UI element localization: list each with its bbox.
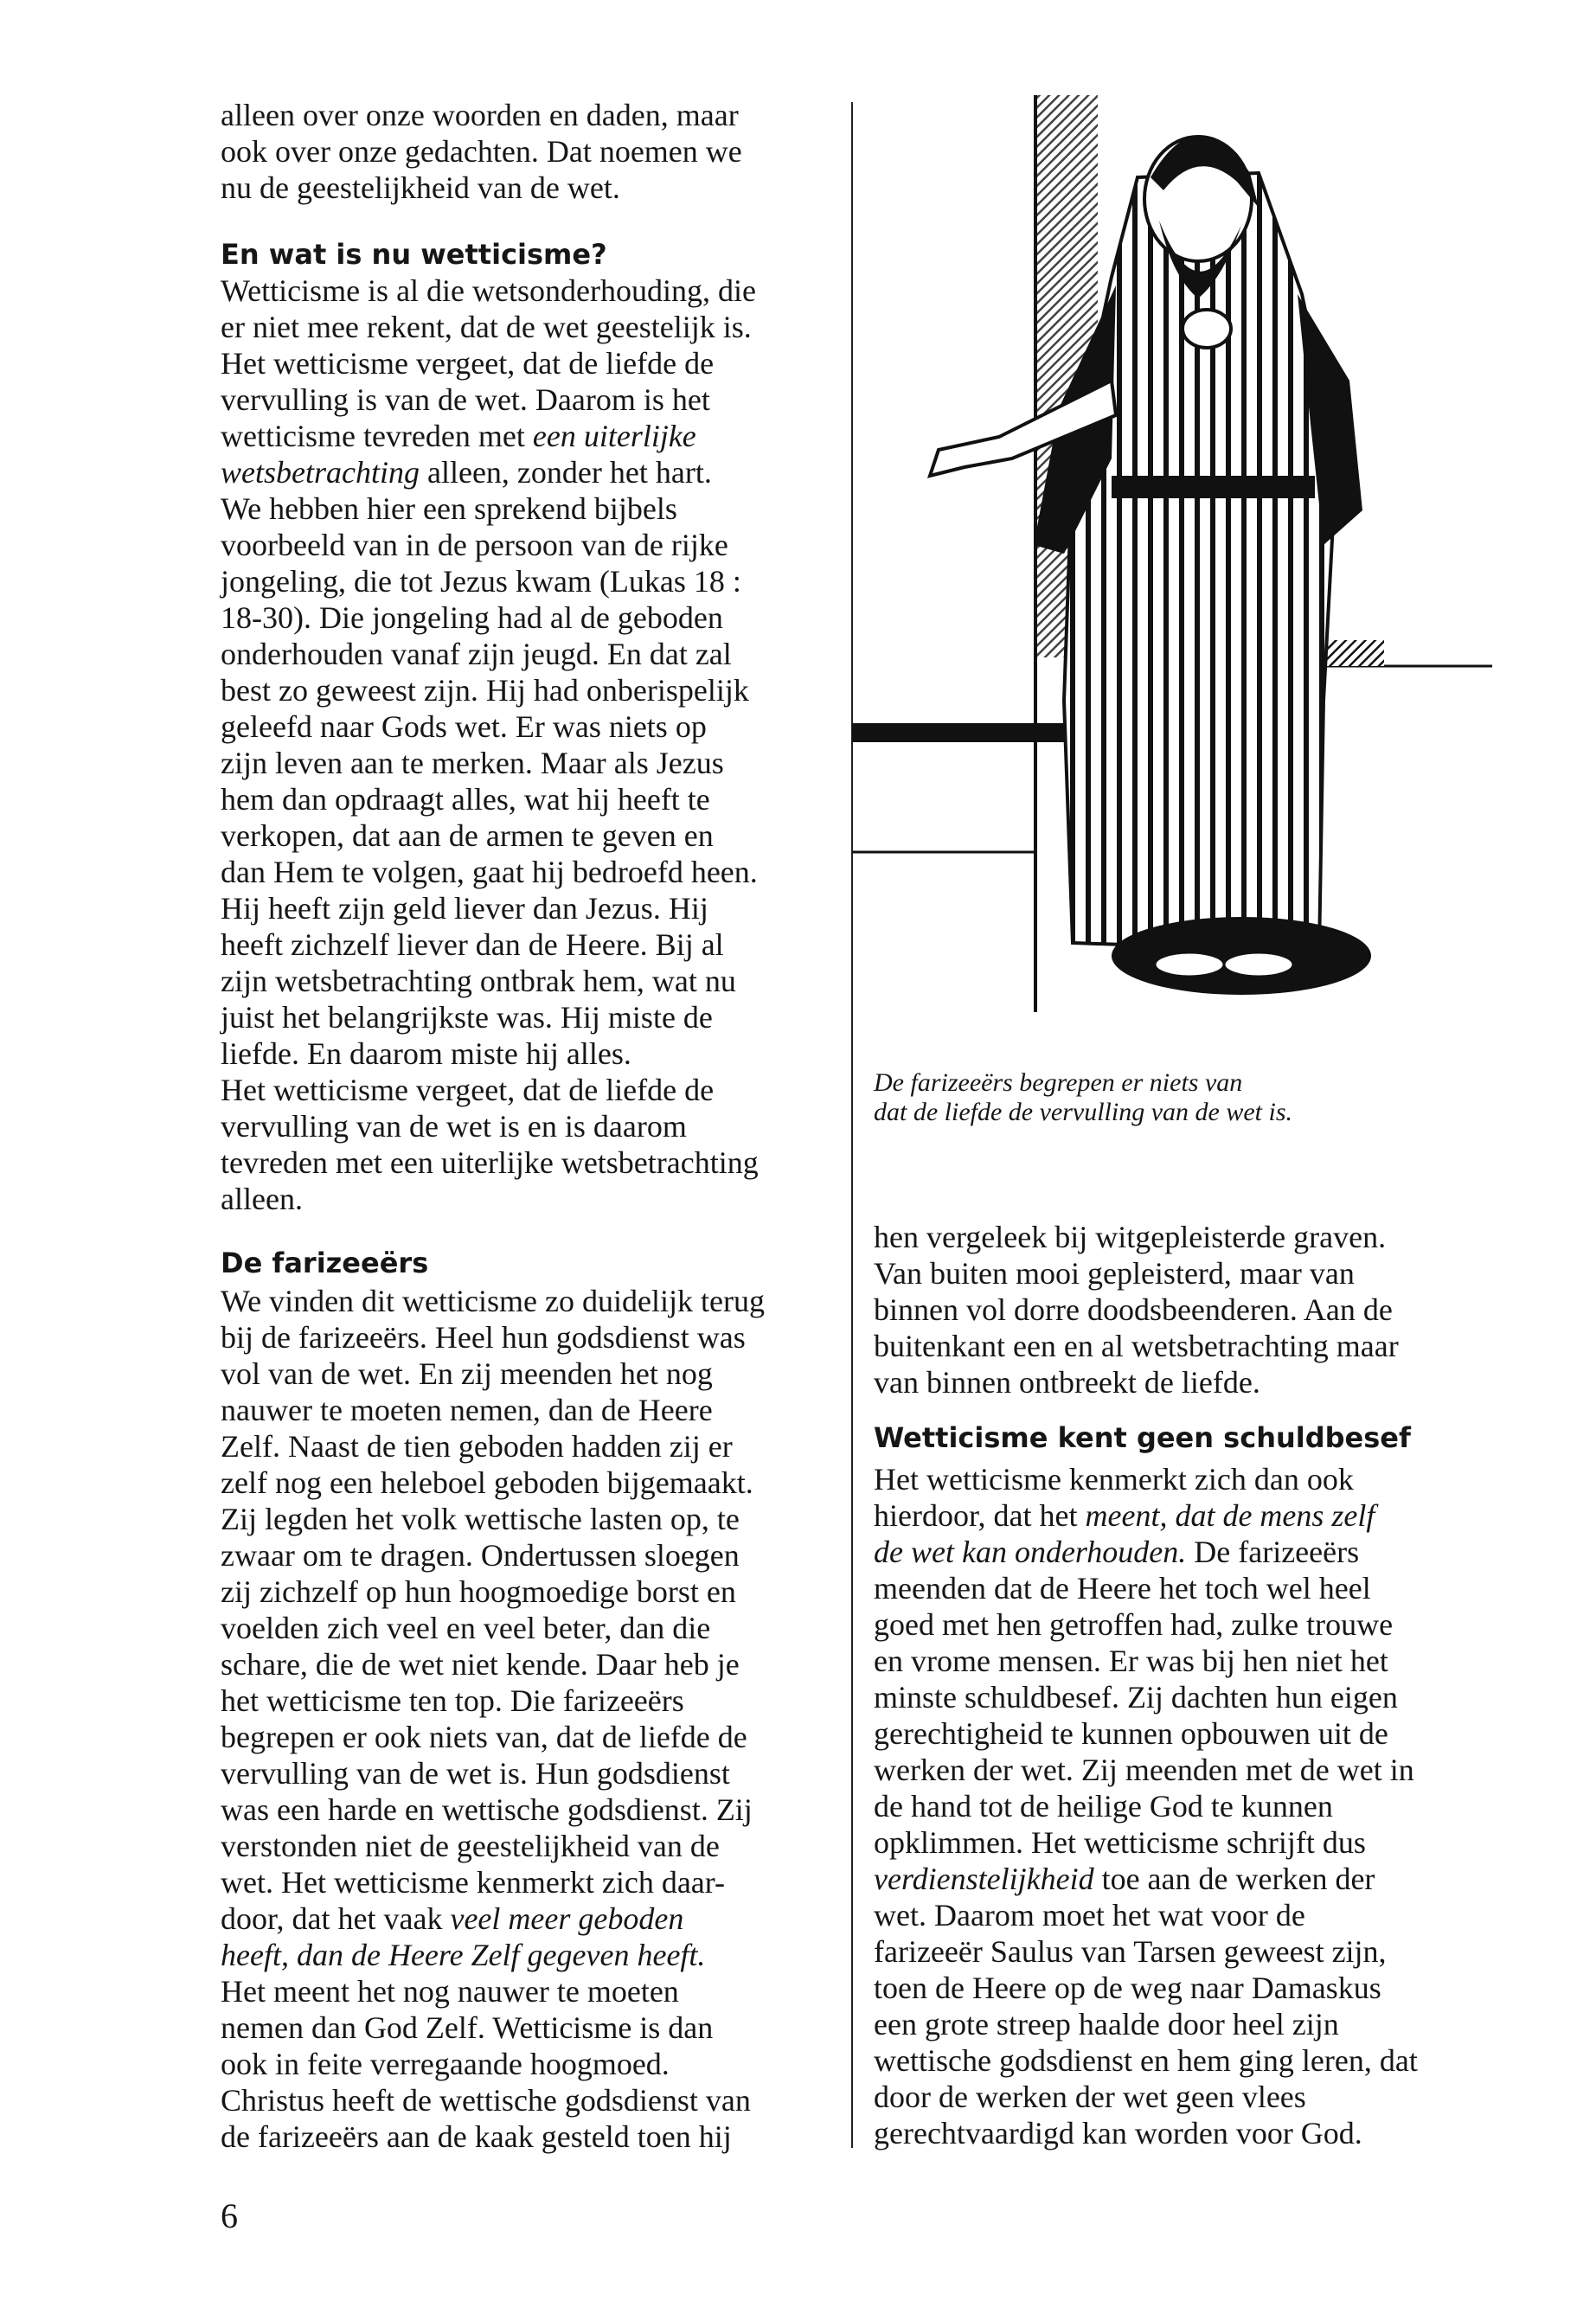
text-line: wet. Daarom moet het wat voor de	[874, 1898, 1305, 1932]
text-line: vervulling van de wet is en is daarom	[221, 1109, 687, 1144]
text-line: vervulling is van de wet. Daarom is het	[221, 382, 710, 417]
text-line: vol van de wet. En zij meenden het nog	[221, 1356, 713, 1391]
text-line: alleen over onze woorden en daden, maar	[221, 98, 739, 132]
section-heading: De farizeeërs	[221, 1247, 429, 1279]
text-line: buitenkant een en al wetsbetrachting maar	[874, 1329, 1399, 1363]
text-line: zelf nog een heleboel geboden bijgemaakt.	[221, 1465, 753, 1500]
text-line: Het wetticisme vergeet, dat de liefde de	[221, 346, 715, 381]
text-line: gerechtvaardigd kan worden voor God.	[874, 2116, 1362, 2150]
text-line: onderhouden vanaf zijn jeugd. En dat zal	[221, 637, 732, 671]
text-line: Zelf. Naast de tien geboden hadden zij er	[221, 1429, 733, 1464]
text-line: de farizeeërs aan de kaak gesteld toen hij	[221, 2119, 732, 2154]
text-line: binnen vol dorre doodsbeenderen. Aan de	[874, 1292, 1393, 1327]
text-line: zwaar om te dragen. Ondertussen sloegen	[221, 1538, 740, 1573]
belt-icon	[1112, 476, 1315, 498]
text-line: wet. Het wetticisme kenmerkt zich daar-	[221, 1865, 726, 1900]
text-line: Het wetticisme kenmerkt zich dan ook	[874, 1462, 1354, 1497]
section-heading: Wetticisme kent geen schuldbesef	[874, 1421, 1411, 1454]
text-line: begrepen er ook niets van, dat de liefde de	[221, 1720, 747, 1754]
text-line: zijn leven aan te merken. Maar als Jezus	[221, 746, 724, 780]
text-line: meenden dat de Heere het toch wel heel	[874, 1571, 1371, 1606]
text-line: Zij legden het volk wettische lasten op, te	[221, 1502, 740, 1536]
text-line: Het meent het nog nauwer te moeten	[221, 1974, 679, 2009]
text-line: Hij heeft zijn geld liever dan Jezus. Hij	[221, 891, 708, 926]
text-line: en vrome mensen. Er was bij hen niet het	[874, 1644, 1388, 1678]
text-line: wettische godsdienst en hem ging leren, dat	[874, 2043, 1418, 2078]
text-line: wetsbetrachting alleen, zonder het hart.	[221, 455, 712, 490]
page-number: 6	[221, 2196, 238, 2235]
text-line: ook over onze gedachten. Dat noemen we	[221, 134, 742, 169]
text-line: hem dan opdraagt alles, wat hij heeft te	[221, 782, 710, 817]
figure-caption: dat de liefde de vervulling van de wet is.	[874, 1098, 1293, 1126]
text-line: het wetticisme ten top. Die farizeeërs	[221, 1683, 684, 1718]
figure-caption: De farizeeërs begrepen er niets van	[874, 1068, 1243, 1097]
text-line: heeft, dan de Heere Zelf gegeven heeft.	[221, 1938, 706, 1972]
text-line: juist het belangrijkste was. Hij miste de	[221, 1000, 713, 1035]
text-line: We vinden dit wetticisme zo duidelijk terug	[221, 1284, 765, 1318]
text-line: nemen dan God Zelf. Wetticisme is dan	[221, 2010, 714, 2045]
text-line: voorbeeld van in de persoon van de rijke	[221, 528, 728, 562]
text-line: farizeeër Saulus van Tarsen geweest zijn,	[874, 1934, 1387, 1969]
section-heading: En wat is nu wetticisme?	[221, 238, 607, 271]
text-line: hen vergeleek bij witgepleisterde graven.	[874, 1220, 1387, 1254]
text-line: er niet mee rekent, dat de wet geestelijk is.	[221, 310, 752, 344]
text-line: toen de Heere op de weg naar Damaskus	[874, 1971, 1381, 2005]
text-line: geleefd naar Gods wet. Er was niets op	[221, 709, 707, 744]
text-line: verkopen, dat aan de armen te geven en	[221, 818, 714, 853]
text-line: Wetticisme is al die wetsonderhouding, die	[221, 273, 756, 308]
text-line: ook in feite verregaande hoogmoed.	[221, 2047, 670, 2081]
text-line: minste schuldbesef. Zij dachten hun eigen	[874, 1680, 1398, 1715]
text-line: Het wetticisme vergeet, dat de liefde de	[221, 1073, 715, 1107]
text-line: Van buiten mooi gepleisterd, maar van	[874, 1256, 1355, 1291]
text-line: Christus heeft de wettische godsdienst van	[221, 2083, 751, 2118]
text-line: 18-30). Die jongeling had al de geboden	[221, 600, 723, 635]
text-line: opklimmen. Het wetticisme schrijft dus	[874, 1825, 1366, 1860]
text-line: door, dat het vaak veel meer geboden	[221, 1901, 684, 1936]
text-line: zijn wetsbetrachting ontbrak hem, wat nu	[221, 964, 736, 998]
text-line: van binnen ontbreekt de liefde.	[874, 1365, 1260, 1400]
text-line: de hand tot de heilige God te kunnen	[874, 1789, 1333, 1823]
text-line: wetticisme tevreden met een uiterlijke	[221, 419, 696, 453]
text-line: nu de geestelijkheid van de wet.	[221, 170, 620, 205]
text-line: dan Hem te volgen, gaat hij bedroefd heen.	[221, 855, 758, 889]
text-line: verstonden niet de geestelijkheid van de	[221, 1829, 720, 1863]
text-line: goed met hen getroffen had, zulke trouwe	[874, 1607, 1394, 1642]
text-line: gerechtigheid te kunnen opbouwen uit de	[874, 1716, 1388, 1751]
text-line: alleen.	[221, 1182, 303, 1216]
pharisee-illustration	[852, 95, 1509, 1038]
text-line: was een harde en wettische godsdienst. Zij	[221, 1792, 753, 1827]
text-line: best zo geweest zijn. Hij had onberispelijk	[221, 673, 749, 708]
text-line: door de werken der wet geen vlees	[874, 2080, 1306, 2114]
text-line: tevreden met een uiterlijke wetsbetrachting	[221, 1145, 759, 1180]
text-line: werken der wet. Zij meenden met de wet in	[874, 1753, 1414, 1787]
text-line: vervulling van de wet is. Hun godsdienst	[221, 1756, 730, 1791]
text-line: voelden zich veel en veel beter, dan die	[221, 1611, 711, 1645]
text-line: verdienstelijkheid toe aan de werken der	[874, 1862, 1375, 1896]
doorway-line-icon	[1034, 95, 1037, 1012]
text-line: bij de farizeeërs. Heel hun godsdienst was	[221, 1320, 746, 1355]
text-line: schare, die de wet niet kende. Daar heb je	[221, 1647, 740, 1682]
text-line: de wet kan onderhouden. De farizeeërs	[874, 1535, 1360, 1569]
text-line: nauwer te moeten nemen, dan de Heere	[221, 1393, 713, 1427]
text-line: zij zichzelf op hun hoogmoedige borst en	[221, 1574, 736, 1609]
text-line: We hebben hier een sprekend bijbels	[221, 491, 677, 526]
text-line: heeft zichzelf liever dan de Heere. Bij al	[221, 927, 724, 962]
text-line: hierdoor, dat het meent, dat de mens zelf	[874, 1498, 1375, 1533]
text-line: liefde. En daarom miste hij alles.	[221, 1036, 631, 1071]
text-line: jongeling, die tot Jezus kwam (Lukas 18 :	[221, 564, 741, 599]
text-line: een grote streep haalde door heel zijn	[874, 2007, 1339, 2041]
